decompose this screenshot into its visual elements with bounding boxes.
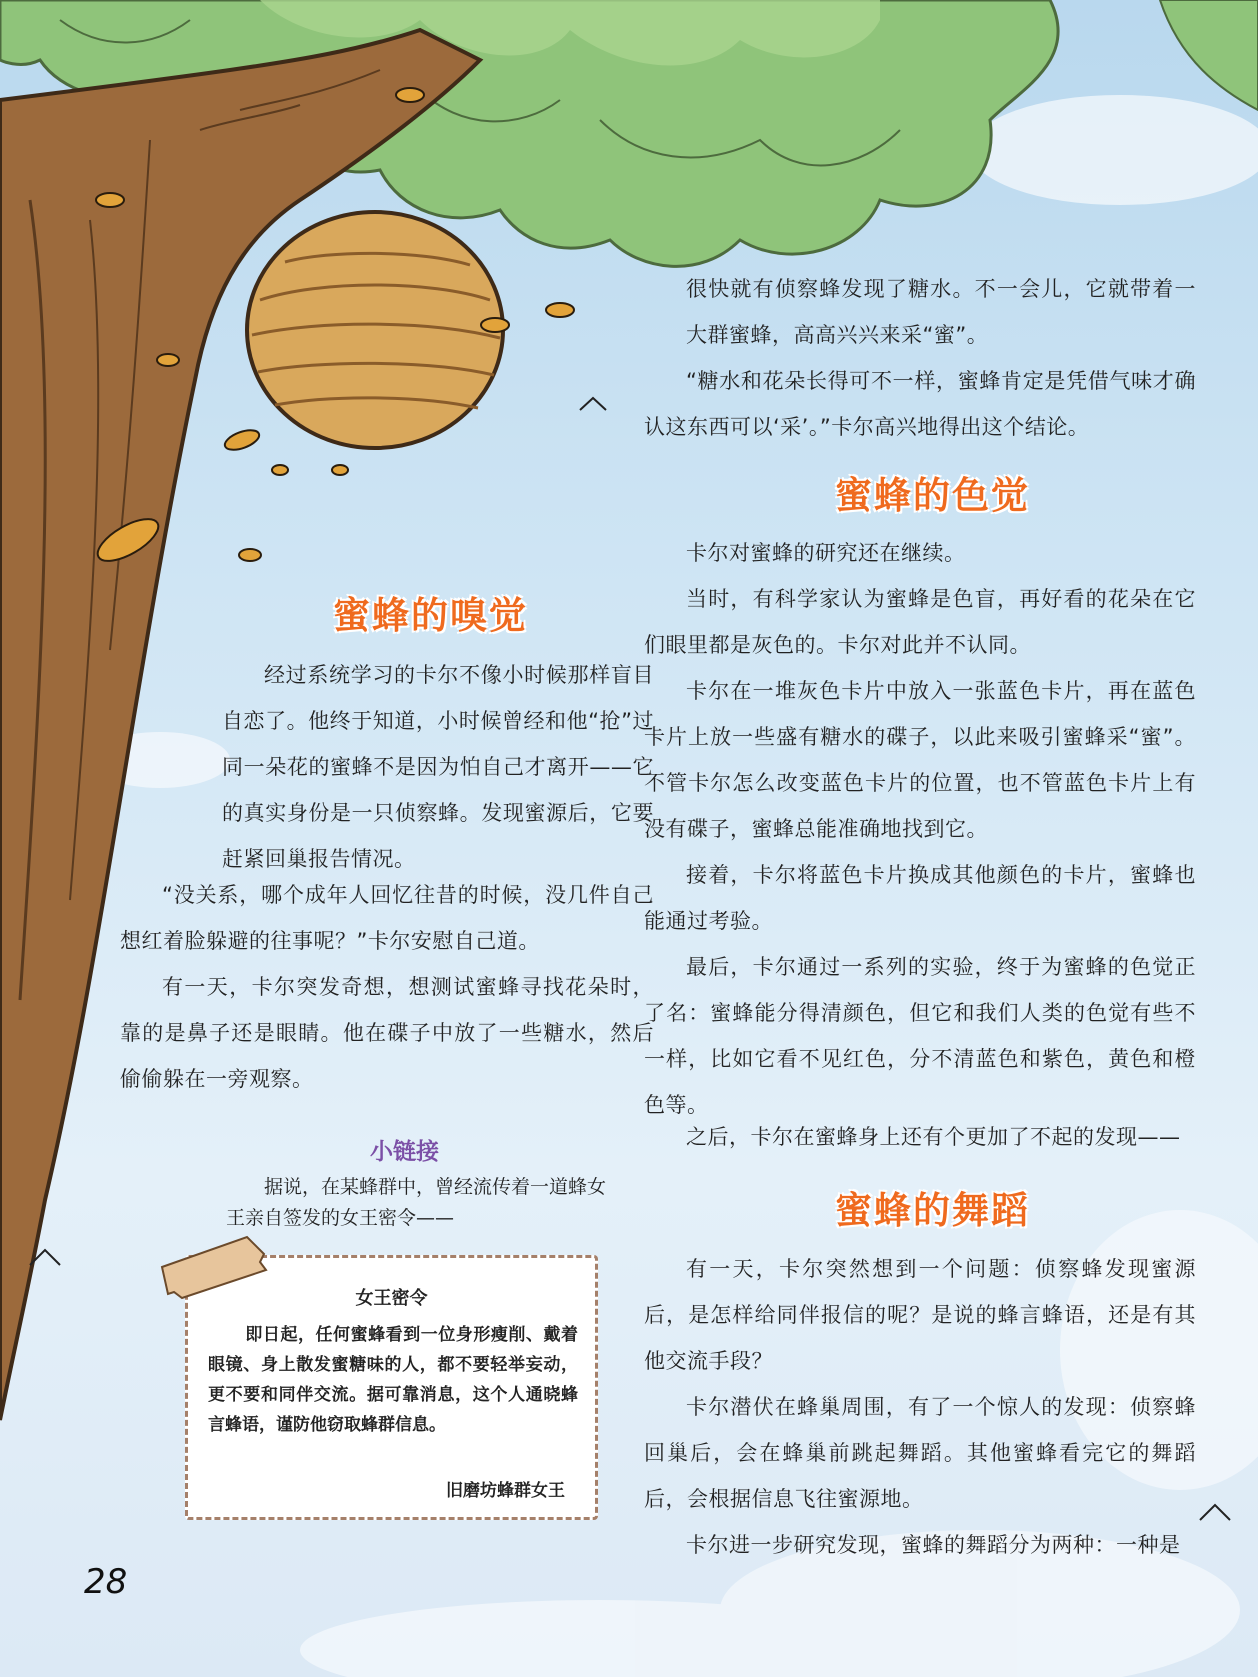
section-heading-color: 蜜蜂的色觉: [835, 474, 1030, 517]
paragraph: 最后，卡尔通过一系列的实验，终于为蜜蜂的色觉正了名：蜜蜂能分得清颜色，但它和我们人类的色觉有些不一样，比如它看不见红色，分不清蓝色和紫色，黄色和橙色等。: [644, 955, 1196, 1117]
tape-icon: [152, 1232, 272, 1302]
small-link-title: 小链接: [370, 1139, 439, 1165]
paragraph: “没关系，哪个成年人回忆往昔的时候，没几件自己想红着脸躲避的往事呢？”卡尔安慰自己道。: [120, 883, 654, 953]
paragraph: 当时，有科学家认为蜜蜂是色盲，再好看的花朵在它们眼里都是灰色的。卡尔对此并不认同。: [644, 587, 1196, 657]
paragraph: 有一天，卡尔突然想到一个问题：侦察蜂发现蜜源后，是怎样给同伴报信的呢？是说的蜂言蜂语，还是有其他交流手段？: [644, 1257, 1196, 1373]
small-link-text: 据说，在某蜂群中，曾经流传着一道蜂女王亲自签发的女王密令——: [226, 1176, 607, 1229]
paragraph: 接着，卡尔将蓝色卡片换成其他颜色的卡片，蜜蜂也能通过考验。: [644, 863, 1196, 933]
paragraph: 卡尔进一步研究发现，蜜蜂的舞蹈分为两种：一种是: [686, 1533, 1181, 1557]
paragraph: “糖水和花朵长得可不一样，蜜蜂肯定是凭借气味才确认这东西可以‘采’。”卡尔高兴地得出这个结论。: [644, 369, 1196, 439]
paragraph: 经过系统学习的卡尔不像小时候那样盲目自恋了。他终于知道，小时候曾经和他“抢”过同一朵花的蜜蜂不是因为怕自己才离开——它的真实身份是一只侦察蜂。发现蜜源后，它要赶紧回巢报告情况。: [222, 663, 654, 871]
beehive: [247, 212, 503, 448]
paragraph: 之后，卡尔在蜜蜂身上还有个更加了不起的发现——: [686, 1125, 1181, 1149]
decree-title: 女王密令: [355, 1288, 428, 1309]
page-number: 28: [84, 1562, 128, 1602]
paragraph: 很快就有侦察蜂发现了糖水。不一会儿，它就带着一大群蜜蜂，高高兴兴来采“蜜”。: [686, 277, 1196, 347]
paragraph: 卡尔对蜜蜂的研究还在继续。: [686, 541, 966, 565]
decree-signature: 旧磨坊蜂群女王: [446, 1481, 565, 1501]
section-heading-dance: 蜜蜂的舞蹈: [835, 1189, 1030, 1232]
decree-body: 即日起，任何蜜蜂看到一位身形瘦削、戴着眼镜、身上散发蜜糖味的人，都不要轻举妄动，更不要和同伴交流。据可靠消息，这个人通晓蜂言蜂语，谨防他窃取蜂群信息。: [208, 1325, 578, 1435]
paragraph: 卡尔潜伏在蜂巢周围，有了一个惊人的发现：侦察蜂回巢后，会在蜂巢前跳起舞蹈。其他蜜蜂看完它的舞蹈后，会根据信息飞往蜜源地。: [644, 1395, 1196, 1511]
paragraph: 卡尔在一堆灰色卡片中放入一张蓝色卡片，再在蓝色卡片上放一些盛有糖水的碟子，以此来吸引蜜蜂采“蜜”。不管卡尔怎么改变蓝色卡片的位置，也不管蓝色卡片上有没有碟子，蜜蜂总能准确地找到它。: [644, 679, 1196, 841]
section-heading-smell: 蜜蜂的嗅觉: [333, 594, 528, 637]
paragraph: 有一天，卡尔突发奇想，想测试蜜蜂寻找花朵时，靠的是鼻子还是眼睛。他在碟子中放了一些糖水，然后偷偷躲在一旁观察。: [120, 975, 654, 1091]
